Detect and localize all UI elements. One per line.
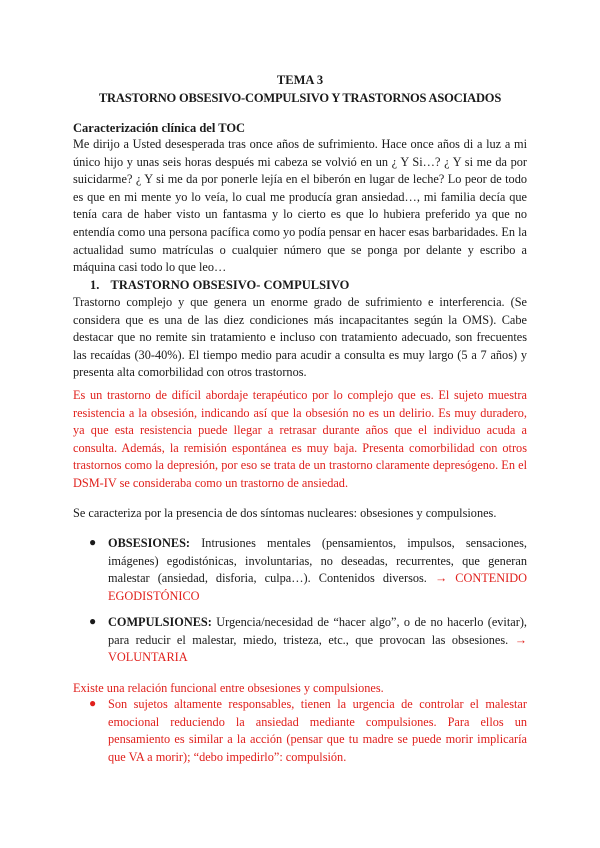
bullet-dot: ● — [89, 614, 97, 628]
bullet-dot: ● — [89, 696, 97, 710]
bullet-dot: ● — [89, 535, 97, 549]
bullet-compulsiones-note: → VOLUNTARIA — [108, 632, 527, 665]
section-1-title: TRASTORNO OBSESIVO- COMPULSIVO — [110, 278, 350, 292]
bullet-obsesiones-text: Intrusiones mentales (pensamientos, impulsos, sensaciones, imágenes) egodistónicas, involuntarias, no deseadas, recurrentes, que generan malestar (ansiedad, disforia, culpa…). Contenidos diversos. — [108, 536, 527, 586]
relation-line: Existe una relación funcional entre obsesiones y compulsiones. — [73, 681, 384, 695]
bullet-obsesiones-note: → CONTENIDO EGODISTÓNICO — [108, 571, 528, 603]
bullet-obsesiones-label: OBSESIONES: — [108, 536, 191, 550]
bullet-compulsiones-text: Urgencia/necesidad de “hacer algo”, o de no hacerlo (evitar), para reducir el malestar, miedo, tristeza, etc., que provocan las obsesiones. — [108, 615, 527, 647]
paragraph-2: Es un trastorno de difícil abordaje terapéutico por lo complejo que es. El sujeto muestra resistencia a la obsesión, indicando así que la obsesión no es un delirio. Es muy duradero, ya que esta resistencia puede llegar a retrasar durante años que el individuo acuda a consulta. Además, la remisión espontánea es muy baja. Presenta comorbilidad con otros trastornos como la depresión, por eso se trata de un trastorno claramente depresógeno. En el DSM-IV se consideraba como un trastorno de ansiedad. — [73, 388, 527, 490]
bullet-compulsiones-label: COMPULSIONES: — [108, 615, 212, 629]
intro-paragraph: Me dirijo a Usted desesperada tras once años de sufrimiento. Hace once años di a luz a mi único hijo y unas seis horas después mi cabeza se volvió en un ¿ Y Si…? ¿ Y si me da por suicidarme? ¿ Y si me da por ponerle lejía en el biberón en lugar de leche? Lo peor de todo es que en mi mente yo lo veía, lo cual me producía gran ansiedad…, mi familia decía que tenía cara de haber visto un fantasma y lo cierto es que lo hubiera preferido ya que no entendía como una persona pacífica como yo podía pensar en hacer esas barbaridades. En la actualidad sumo matrículas o cualquier número que se ponga por delante y escribo a máquina casi todo lo que leo… — [73, 137, 527, 275]
bullet-responsables: Son sujetos altamente responsables, tienen la urgencia de controlar el malestar emocional reduciendo la ansiedad mediante compulsiones. Para ellos un pensamiento es similar a la acción (pensar que tu madre se puede morir implicaría que VA a morir); “debo impedirlo”: compulsión. — [108, 697, 527, 764]
bullet-obsesiones — [108, 535, 527, 605]
page-title: TRASTORNO OBSESIVO-COMPULSIVO Y TRASTORNOS ASOCIADOS — [98, 91, 502, 105]
section-1-number: 1. — [90, 278, 100, 292]
paragraph-3: Se caracteriza por la presencia de dos síntomas nucleares: obsesiones y compulsiones. — [73, 506, 497, 520]
section-heading: Caracterización clínica del TOC — [73, 121, 246, 135]
paragraph-1: Trastorno complejo y que genera un enorme grado de sufrimiento e interferencia. (Se considera que es una de las diez condiciones más incapacitantes según la OMS). Cabe destacar que no remite sin tratamiento e incluso con tratamiento adecuado, son frecuentes las recaídas (30-40%). El tiempo medio para acudir a consulta es muy largo (5 a 7 años) y presenta alta comorbilidad con otros trastornos. — [73, 295, 527, 380]
bullet-compulsiones — [108, 614, 527, 667]
tema-number: TEMA 3 — [276, 73, 324, 87]
section-1-heading — [90, 278, 349, 293]
